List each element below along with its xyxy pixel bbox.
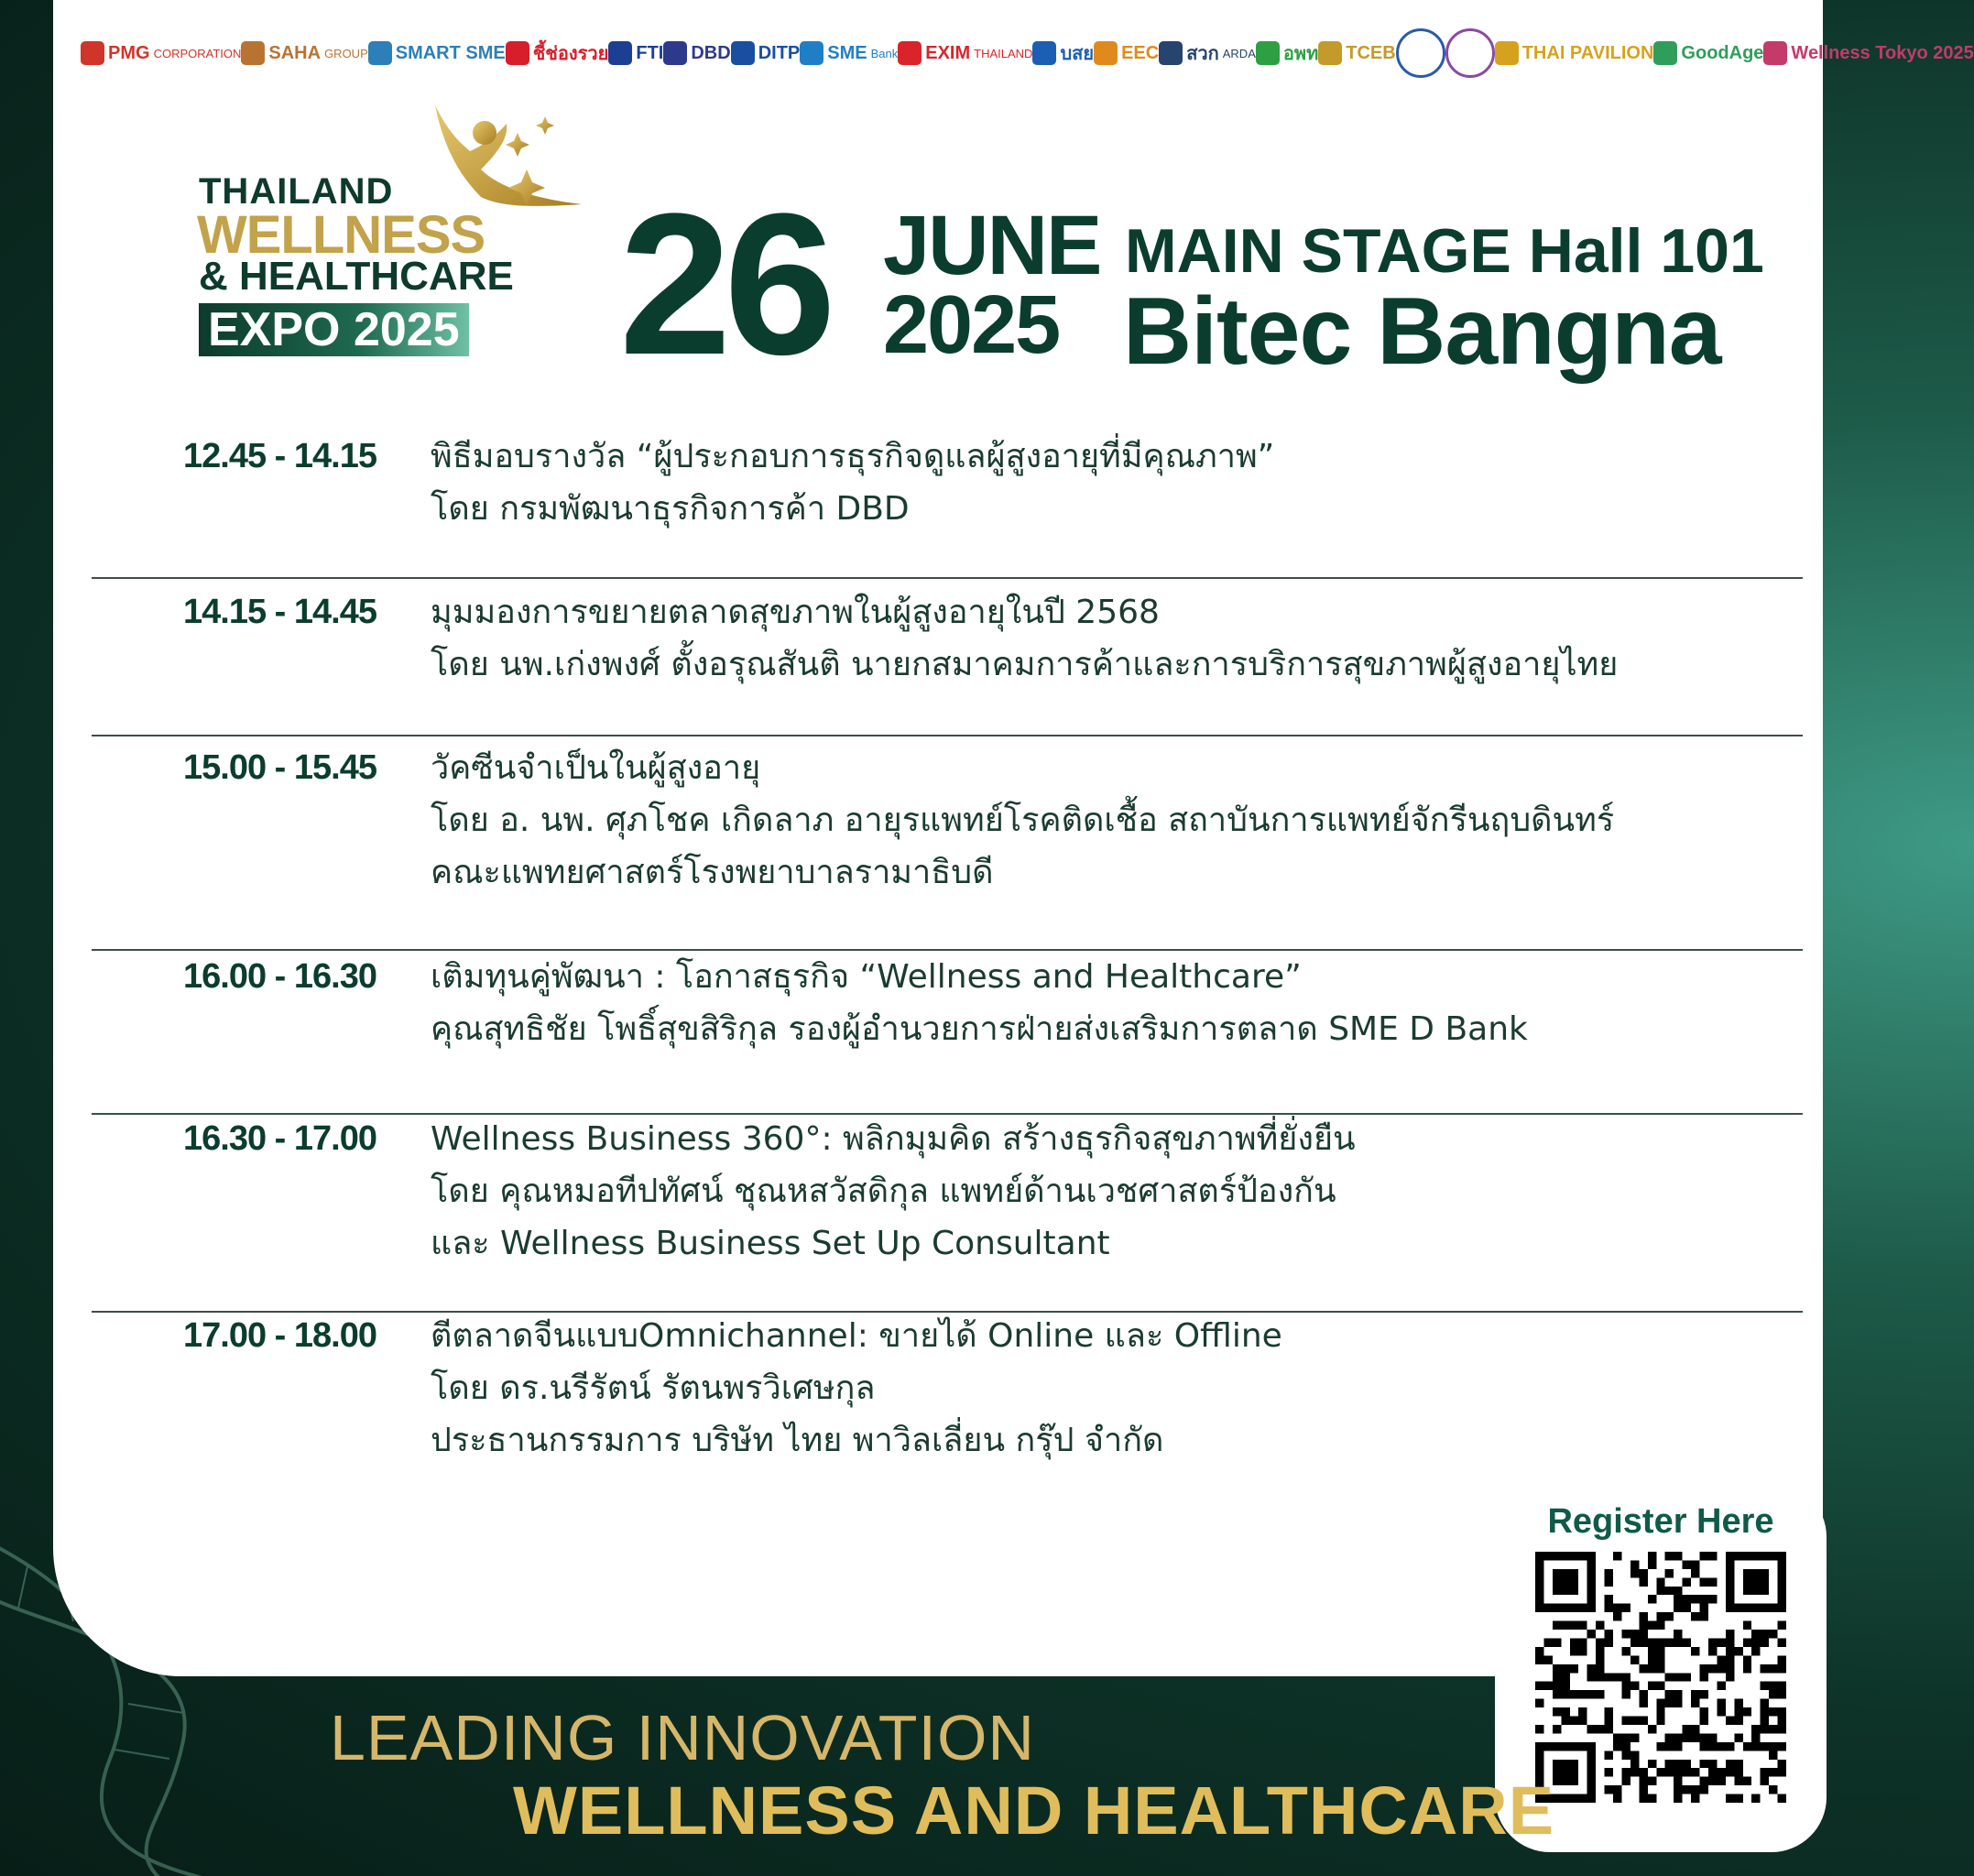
logo-mark-icon bbox=[1763, 41, 1787, 65]
session-speaker: คุณสุทธิชัย โพธิ์สุขสิริกุล รองผู้อำนวยการฝ่ายส่งเสริมการตลาด SME D Bank bbox=[431, 1010, 1528, 1048]
logo-mark-icon bbox=[1445, 28, 1495, 78]
session-title: ตีตลาดจีนแบบOmnichannel: ขายได้ Online และ Offline bbox=[431, 1317, 1282, 1355]
logo-mark-icon bbox=[731, 41, 755, 65]
logo-text: SME bbox=[827, 42, 867, 63]
schedule-time: 17.00 - 18.00 bbox=[183, 1316, 376, 1355]
tagline-line-1: LEADING INNOVATION bbox=[330, 1702, 1035, 1773]
qr-code-icon[interactable] bbox=[1535, 1552, 1786, 1803]
session-speaker: และ Wellness Business Set Up Consultant bbox=[431, 1225, 1110, 1262]
brand-line-wellness: WELLNESS bbox=[197, 205, 485, 265]
logo-mark-icon bbox=[1256, 41, 1280, 65]
logo-subtext: THAILAND bbox=[974, 46, 1033, 60]
logo-text: THAI PAVILION bbox=[1521, 42, 1654, 63]
sponsor-logo bbox=[1653, 41, 1763, 65]
logo-text: EEC bbox=[1121, 42, 1160, 63]
logo-text: DBD bbox=[691, 42, 731, 63]
session-speaker: โดย คุณหมอทีปทัศน์ ชุณหสวัสดิกุล แพทย์ด้านเวชศาสตร์ป้องกัน bbox=[431, 1172, 1336, 1210]
schedule-time: 16.30 - 17.00 bbox=[183, 1119, 376, 1158]
sponsor-logo bbox=[608, 41, 663, 65]
venue-place: Bitec Bangna bbox=[1123, 278, 1721, 385]
logo-mark-icon bbox=[81, 41, 104, 65]
tagline-line-2: WELLNESS AND HEALTHCARE bbox=[513, 1772, 1555, 1849]
logo-text: TCEB bbox=[1346, 42, 1396, 63]
schedule-item bbox=[92, 742, 1803, 940]
sponsor-logo bbox=[1159, 38, 1256, 68]
sponsor-logo bbox=[368, 41, 506, 65]
logo-text: สวก bbox=[1186, 44, 1219, 64]
logo-text: บสย bbox=[1060, 44, 1095, 64]
schedule-item bbox=[92, 1310, 1803, 1502]
logo-mark-icon bbox=[368, 41, 392, 65]
logo-mark-icon bbox=[1032, 41, 1056, 65]
logo-mark-icon bbox=[898, 41, 922, 65]
logo-subtext: ARDA bbox=[1222, 46, 1256, 60]
schedule-item bbox=[92, 1113, 1803, 1300]
sponsor-logo bbox=[1495, 41, 1654, 65]
sponsor-logo bbox=[1094, 41, 1159, 65]
sponsor-logo bbox=[241, 41, 367, 65]
brand-line-expo: EXPO 2025 bbox=[199, 303, 469, 356]
logo-mark-icon bbox=[1396, 28, 1445, 78]
event-month: JUNE bbox=[883, 199, 1101, 292]
session-speaker: โดย กรมพัฒนาธุรกิจการค้า DBD bbox=[431, 490, 910, 528]
sponsor-logo bbox=[1256, 38, 1318, 68]
logo-mark-icon bbox=[1159, 41, 1183, 65]
sponsor-logo bbox=[1396, 28, 1445, 78]
schedule-time: 14.15 - 14.45 bbox=[183, 593, 376, 631]
logo-subtext: GROUP bbox=[324, 46, 368, 60]
schedule-time: 15.00 - 15.45 bbox=[183, 748, 376, 787]
session-speaker: โดย อ. นพ. ศุภโชค เกิดลาภ อายุรแพทย์โรคติดเชื้อ สถาบันการแพทย์จักรีนฤบดินทร์ bbox=[431, 802, 1615, 839]
logo-text: GoodAge bbox=[1681, 42, 1764, 63]
sponsor-logo bbox=[731, 41, 801, 65]
logo-text: DITP bbox=[758, 42, 801, 63]
sponsor-logo bbox=[800, 41, 898, 65]
logo-mark-icon bbox=[1094, 41, 1118, 65]
logo-text: อพท bbox=[1282, 44, 1319, 64]
logo-text: SMART SME bbox=[395, 42, 506, 63]
sponsor-logo bbox=[1318, 41, 1395, 65]
event-year: 2025 bbox=[883, 279, 1060, 371]
schedule-time: 16.00 - 16.30 bbox=[183, 957, 376, 996]
session-title: เติมทุนคู่พัฒนา : โอกาสธุรกิจ “Wellness and Healthcare” bbox=[431, 958, 1302, 996]
divider bbox=[92, 735, 1803, 736]
sponsor-logo bbox=[506, 38, 609, 68]
event-day: 26 bbox=[619, 171, 829, 397]
logo-text: SAHA bbox=[268, 42, 322, 63]
logo-text: PMG bbox=[108, 42, 150, 63]
register-label: Register Here bbox=[1547, 1502, 1774, 1541]
expo-logo bbox=[197, 96, 582, 362]
sponsor-logo bbox=[898, 41, 1032, 65]
brand-line-healthcare: & HEALTHCARE bbox=[199, 254, 514, 299]
logo-mark-icon bbox=[506, 41, 529, 65]
session-title: พิธีมอบรางวัล “ผู้ประกอบการธุรกิจดูแลผู้สูงอายุที่มีคุณภาพ” bbox=[431, 438, 1275, 475]
session-speaker: โดย ดร.นรีรัตน์ รัตนพรวิเศษกุล bbox=[431, 1369, 876, 1407]
logo-mark-icon bbox=[663, 41, 687, 65]
sponsor-logo bbox=[1763, 41, 1973, 65]
session-title: มุมมองการขยายตลาดสุขภาพในผู้สูงอายุในปี 2568 bbox=[431, 594, 1160, 631]
logo-text: Wellness Tokyo 2025 bbox=[1791, 42, 1974, 63]
logo-mark-icon bbox=[241, 41, 265, 65]
brand-line-thailand: THAILAND bbox=[199, 171, 394, 212]
schedule-item bbox=[92, 586, 1803, 733]
sponsor-logo-strip bbox=[81, 22, 1974, 84]
venue-stage: MAIN STAGE Hall 101 bbox=[1125, 216, 1764, 286]
logo-subtext: CORPORATION bbox=[153, 46, 242, 60]
schedule-item bbox=[92, 431, 1803, 577]
logo-subtext: Bank bbox=[870, 46, 899, 60]
logo-mark-icon bbox=[1653, 41, 1677, 65]
logo-mark-icon bbox=[800, 41, 823, 65]
logo-text: EXIM bbox=[925, 42, 971, 63]
schedule-time: 12.45 - 14.15 bbox=[183, 437, 376, 475]
session-speaker: โดย นพ.เก่งพงศ์ ตั้งอรุณสันติ นายกสมาคมการค้าและการบริการสุขภาพผู้สูงอายุไทย bbox=[431, 646, 1619, 683]
logo-text: FTI bbox=[636, 42, 664, 63]
logo-mark-icon bbox=[608, 41, 632, 65]
session-title: Wellness Business 360°: พลิกมุมคิด สร้างธุรกิจสุขภาพที่ยั่งยืน bbox=[431, 1120, 1356, 1158]
session-speaker: ประธานกรรมการ บริษัท ไทย พาวิลเลี่ยน กรุ๊ป จำกัด bbox=[431, 1422, 1164, 1459]
sponsor-logo bbox=[1445, 28, 1495, 78]
logo-mark-icon bbox=[1495, 41, 1519, 65]
sponsor-logo bbox=[81, 41, 241, 65]
session-title: วัคซีนจำเป็นในผู้สูงอายุ bbox=[431, 749, 761, 787]
schedule-item bbox=[92, 951, 1803, 1097]
logo-text: ชี้ช่องรวย bbox=[532, 44, 609, 64]
sponsor-logo bbox=[663, 41, 730, 65]
logo-mark-icon bbox=[1318, 41, 1342, 65]
sponsor-logo bbox=[1032, 38, 1094, 68]
session-speaker: คณะแพทยศาสตร์โรงพยาบาลรามาธิบดี bbox=[431, 854, 994, 891]
divider bbox=[92, 577, 1803, 579]
